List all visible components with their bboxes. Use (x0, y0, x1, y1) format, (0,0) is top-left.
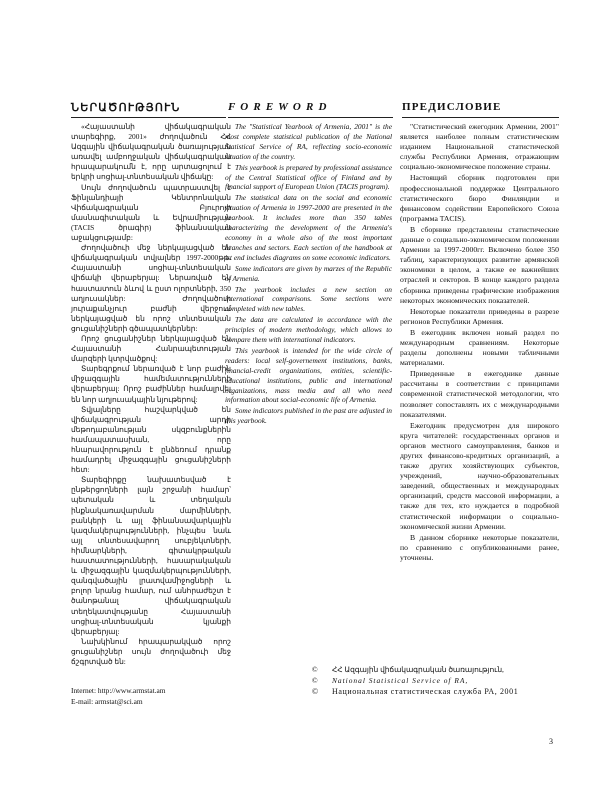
copyright-english (312, 676, 468, 685)
russian-column (400, 122, 559, 563)
email-address: E-mail: armstat@sci.am (71, 697, 143, 706)
english-paragraph: The data are calculated in accordance with the principles of modern methodology, which allows to compare them with international indicators. (225, 315, 392, 345)
copyright-russian-text: Национальная статистическая служба РА, 2001 (332, 687, 519, 696)
armenian-paragraph: Տարեգրքում ներառված է նոր բաժին միջազգային համեմատությունների վերաբերյալ: Որոշ բաժիններ համալրվել են նոր աղյուսակային նյութերով: (71, 364, 231, 404)
copyright-armenian-text: ՀՀ Ազգային վիճակագրական ծառայություն, (332, 665, 504, 674)
copyright-armenian (312, 665, 504, 674)
russian-paragraph: Приведенные в ежегоднике данные рассчитаны в соответствии с принципами современной статистической методологии, что позволяет сопоставлять их с международными показателями. (400, 369, 559, 419)
english-paragraph: The yearbook includes a new section on international comparisons. Some sections were completed with new tables. (225, 284, 392, 314)
english-header: F O R E W O R D (228, 101, 328, 113)
english-paragraph: This yearbook is intended for the wide circle of readers: local self-governement institutions, banks, financial-credit organizations, entities, scientific-educational institutions, public and international organizations, mass media and all who need information about social-economic life of Armenia. (225, 345, 392, 405)
russian-paragraph: В сборнике представлены статистические данные о социально-экономическом положении Армении за 1997-2000гг. Включено более 350 таблиц, характеризующих развитие армянской экономики в целом, а также ее важнейших отраслей и секторов. В конце каждого раздела сборника приведены графические изображения некоторых экономических показателей. (400, 224, 559, 305)
english-header-rule (228, 117, 393, 118)
armenian-column (71, 122, 231, 667)
page-number: 3 (549, 737, 553, 746)
russian-paragraph: "Статистический ежегодник Армении, 2001" является наиболее полным статистическим изданием Национальной статистической службы Республики Армения, отражающим социально-экономическое положение страны. (400, 122, 559, 172)
russian-paragraph: В данном сборнике некоторые показатели, по сравнению с опубликованными ранее, уточнены. (400, 532, 559, 562)
armenian-header-rule (71, 117, 226, 118)
copyright-symbol: © (312, 676, 318, 685)
russian-header-rule (402, 117, 559, 118)
copyright-english-text: National Statistical Service of RA, (332, 676, 469, 685)
english-paragraph: Some indicators published in the past are adjusted in this yearbook. (225, 406, 392, 426)
armenian-header: ՆԵՐԱԾՈՒԹՅՈՒՆ (71, 102, 181, 114)
russian-paragraph: В ежегодник включен новый раздел по международным сравнениям. Некоторые разделы дополнены новыми табличными материалами. (400, 327, 559, 368)
english-paragraph: The "Statistical Yearbook of Armenia, 2001" is the most complete statistical publication of the National Statistical Service of RA, reflecting socio-economic situation of the country. (225, 122, 392, 161)
english-paragraph: The statistical data on the social and economic situation of Armenia in 1997-2000 are presented in the yearbook. It includes more than 350 tables characterizing the development of the Armenia's economy in a whole also of the most important branches and sectors. Each section of the handbook at ist end includes diagrams on some economic indicators. (225, 193, 392, 262)
russian-paragraph: Некоторые показатели приведены в разрезе регионов Республики Армения. (400, 306, 559, 326)
copyright-symbol: © (312, 687, 319, 696)
armenian-paragraph: Ժողովածուի մեջ ներկայացված են վիճակագրական տվյալներ 1997-2000թթ. Հայաստանի սոցիալ-տնտեսական վիճակի վերաբերյալ: Ներառված են հաստատուն ձևով և ըստ ոլորտների, 350 աղյուսակներ: Ժողովածուի յուրաքանչյուր բաժնի վերջում ներկայացված են որոշ տնտեսական ցուցանիշների գծապատկերներ: (71, 243, 231, 333)
armenian-paragraph: Տվյալները հաշվարկված են վիճակագրության արդի մեթոդաբանության սկզբունքներին համապատասխան, որը հնարավորություն է ընձեռում դրանք համադրել միջազգային ցուցանիշների հետ: (71, 404, 231, 475)
russian-header: ПРЕДИСЛОВИЕ (402, 101, 502, 113)
armenian-paragraph: Նախկինում հրապարակված որոշ ցուցանիշներ սույն ժողովածուի մեջ ճշգրտված են: (71, 636, 231, 666)
copyright-russian (312, 687, 518, 696)
russian-paragraph: Ежегодник предусмотрен для широкого круга читателей: государственных органов и органов местного самоуправления, банков и других финансово-кредитных организаций, а также других хозяйствующих субъектов, учреждений, научно-образовательных заведений, общественных и международных организаций, средств массовой информации, а также для тех, кто нуждается в подробной статистической информации о социально-экономической жизни Армении. (400, 420, 559, 531)
english-paragraph: This yearbook is prepared by professional assistance of the Central Statistical office of Finland and by financial support of European Union (TACIS program). (225, 162, 392, 192)
armenian-paragraph: Որոշ ցուցանիշներ ներկայացված են Հայաստանի Հանրապետության մարզերի կտրվածքով: (71, 333, 231, 364)
armenian-paragraph: Տարեգիրքը նախատեսված է ընթերցողների լայն շրջանի համար՝ պետական և տեղական ինքնակառավարման մարմինների, բանկերի և այլ ֆինանսավարկային կազմակերպությունների, ինչպես նաև այլ տնտեսավարող սուբյեկտների, հիմնարկների, գիտակրթական հաստատությունների, հասարակական և միջազգային կազմակերպությունների, զանգվածային լրատվամիջոցների և բոլոր նրանց համար, ում անհրաժեշտ է ծանոթանալ վիճակագրական տեղեկատվությանը Հայաստանի սոցիալ-տնտեսական կյանքի վերաբերյալ: (71, 475, 231, 636)
english-column (225, 122, 392, 426)
armenian-paragraph: Սույն ժողովածուն պատրաստվել է Ֆինլանդիայի Կենտրոնական Վիճակագրական Բյուրոյի մասնագիտական և Եվրամիության (TACIS ծրագիր) ֆինանսական աջակցությամբ: (71, 182, 231, 243)
copyright-symbol: © (312, 665, 318, 674)
english-paragraph: Some indicators are given by marzes of the Republic of Armenia. (225, 263, 392, 283)
internet-address: Internet: http://www.armstat.am (71, 686, 166, 695)
armenian-paragraph: «Հայաստանի վիճակագրական տարեգիրք, 2001» ժողովածուն ՀՀ Ազգային վիճակագրական ծառայության առավել ամբողջական վիճակագրական հրապարակումն է, որը արտացոլում է երկրի սոցիալ-տնտեսական վիճակը: (71, 122, 231, 182)
russian-paragraph: Настоящий сборник подготовлен при профессиональной поддержке Центрального статистического бюро Финляндии и финансовом содействии Европейского Союза (программа TACIS). (400, 173, 559, 223)
